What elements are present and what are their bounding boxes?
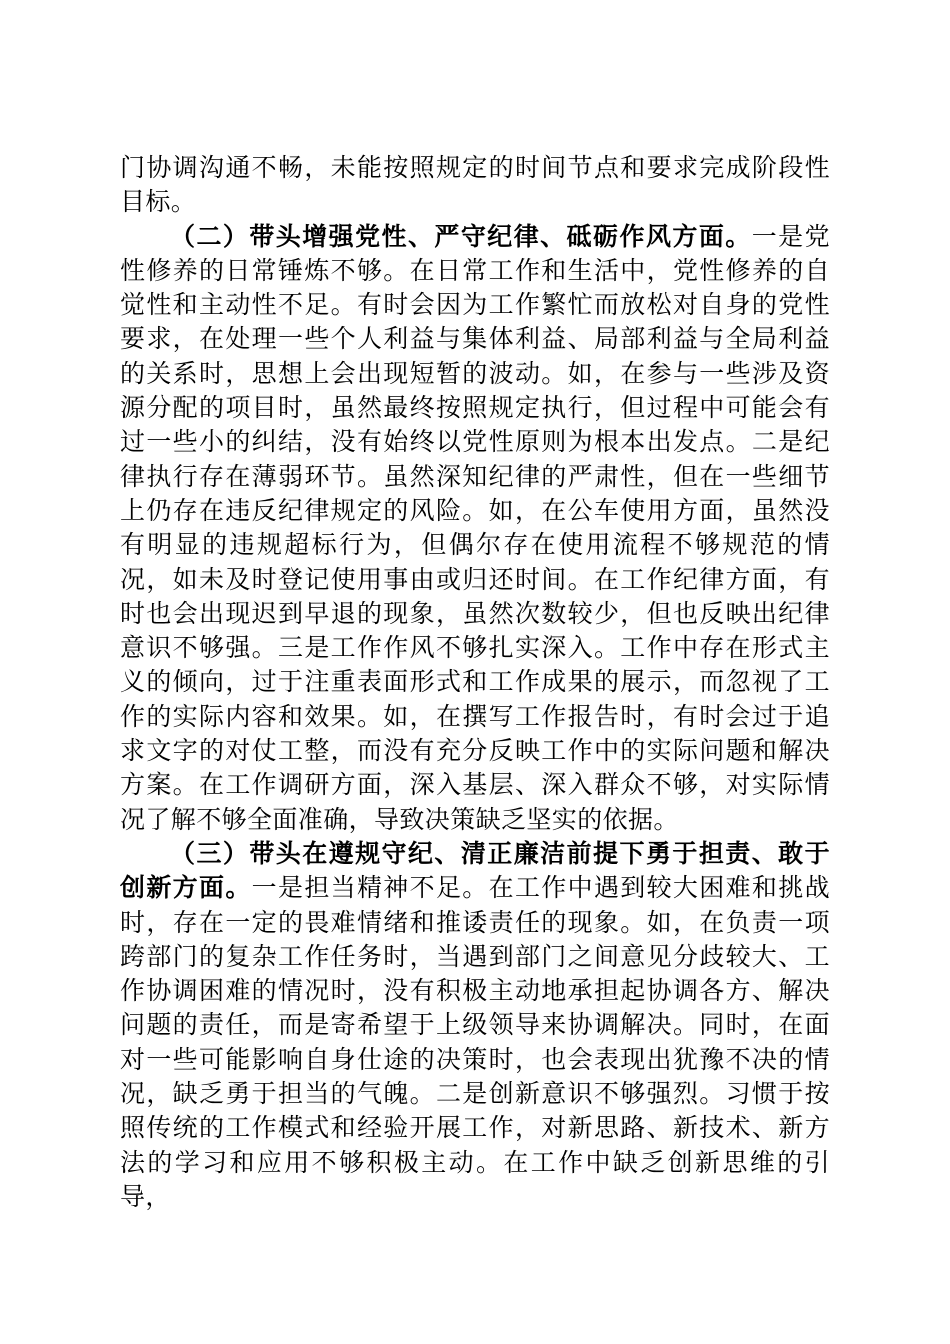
paragraph-section-two bbox=[120, 220, 830, 837]
section-heading: （二）带头增强党性、严守纪律、砥砺作风方面。 bbox=[170, 221, 752, 251]
document-body bbox=[120, 151, 830, 1214]
paragraph-text: 一是党性修养的日常锤炼不够。在日常工作和生活中，党性修养的自觉性和主动性不足。有时会因为工作繁忙而放松对自身的党性要求，在处理一些个人利益与集体利益、局部利益与全局利益的关系时，思想上会出现短暂的波动。如，在参与一些涉及资源分配的项目时，虽然最终按照规定执行，但过程中可能会有过一些小的纠结，没有始终以党性原则为根本出发点。二是纪律执行存在薄弱环节。虽然深知纪律的严肃性，但在一些细节上仍存在违反纪律规定的风险。如，在公车使用方面，虽然没有明显的违规超标行为，但偶尔存在使用流程不够规范的情况，如未及时登记使用事由或归还时间。在工作纪律方面，有时也会出现迟到早退的现象，虽然次数较少，但也反映出纪律意识不够强。三是工作作风不够扎实深入。工作中存在形式主义的倾向，过于注重表面形式和工作成果的展示，而忽视了工作的实际内容和效果。如，在撰写工作报告时，有时会过于追求文字的对仗工整，而没有充分反映工作中的实际问题和解决方案。在工作调研方面，深入基层、深入群众不够，对实际情况了解不够全面准确，导致决策缺乏坚实的依据。 bbox=[120, 221, 831, 834]
paragraph-continuation bbox=[120, 151, 830, 220]
section-heading: （三）带头在遵规守纪、清正廉洁前提下勇于担责、敢于创新方面。 bbox=[120, 838, 830, 903]
paragraph-text: 一是担当精神不足。在工作中遇到较大困难和挑战时，存在一定的畏难情绪和推诿责任的现象。如，在负责一项跨部门的复杂工作任务时，当遇到部门之间意见分歧较大、工作协调困难的情况时，没有积极主动地承担起协调各方、解决问题的责任，而是寄希望于上级领导来协调解决。同时，在面对一些可能影响自身仕途的决策时，也会表现出犹豫不决的情况，缺乏勇于担当的气魄。二是创新意识不够强烈。习惯于按照传统的工作模式和经验开展工作，对新思路、新技术、新方法的学习和应用不够积极主动。在工作中缺乏创新思维的引导， bbox=[120, 873, 830, 1211]
paragraph-section-three bbox=[120, 837, 830, 1214]
paragraph-text: 门协调沟通不畅，未能按照规定的时间节点和要求完成阶段性目标。 bbox=[120, 153, 830, 217]
